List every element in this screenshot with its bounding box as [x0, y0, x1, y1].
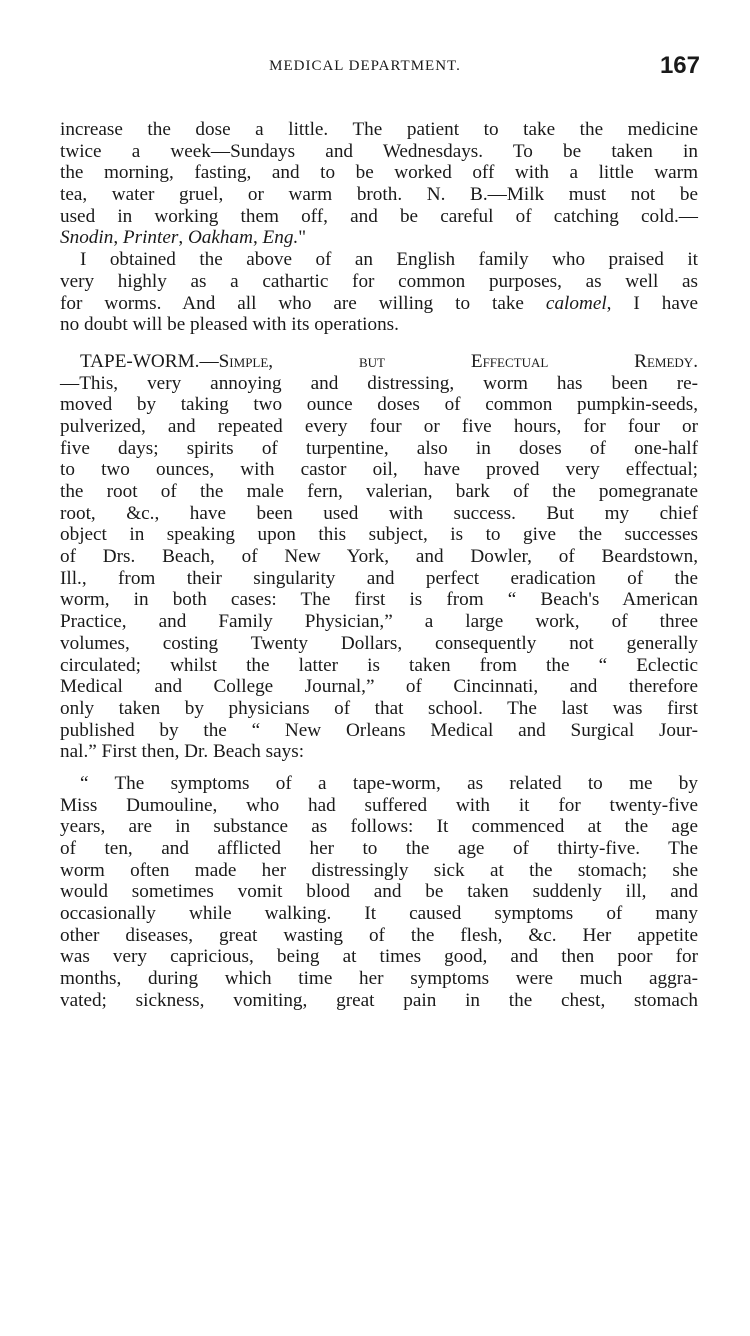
- text-line: the root of the male fern, valerian, bark of the pomegranate: [60, 481, 698, 502]
- page-body: [60, 119, 698, 1012]
- text-line: —This, very annoying and distressing, worm has been re-: [60, 372, 698, 394]
- text-segment: ,: [252, 227, 263, 249]
- text-segment: ,: [178, 227, 188, 249]
- text-line: would sometimes vomit blood and be taken suddenly ill, and: [60, 881, 698, 903]
- text-line: of Drs. Beach, of New York, and Dowler, of Beardstown,: [60, 546, 698, 568]
- text-line: Medical and College Journal,” of Cincinnati, and therefore: [60, 676, 698, 698]
- text-line: worm, in both cases: The first is from “ Beach's American: [60, 589, 698, 611]
- text-line: years, are in substance as follows: It commenced at the age: [60, 816, 698, 838]
- italic-text: Printer: [122, 227, 179, 249]
- page-number: 167: [659, 52, 700, 79]
- text-line: root, &c., have been used with success. But my chief: [60, 502, 698, 524]
- text-line: moved by taking two ounce doses of common pumpkin-seeds,: [60, 394, 698, 416]
- text-segment: ,: [113, 227, 123, 249]
- text-line: object in speaking upon this subject, is to give the successes: [60, 524, 698, 546]
- text-line: volumes, costing Twenty Dollars, consequently not generally: [60, 632, 698, 654]
- italic-text: Eng.: [262, 227, 299, 249]
- text-line: increase the dose a little. The patient to take the medicine: [60, 119, 698, 140]
- text-line: Ill., from their singularity and perfect eradication of the: [60, 567, 698, 589]
- text-line: months, during which time her symptoms were much aggra-: [60, 968, 698, 990]
- text-line: very highly as a cathartic for common purposes, as well as: [60, 270, 698, 292]
- paragraph-tape-worm-heading: [60, 351, 698, 763]
- text-line: vated; sickness, vomiting, great pain in the chest, stomach: [60, 989, 698, 1011]
- text-segment: ": [298, 227, 307, 249]
- text-segment: Simple, but Effectual Remedy.: [218, 350, 698, 372]
- text-line: [60, 351, 698, 373]
- text-segment: , I have: [606, 292, 698, 314]
- text-line: worm often made her distressingly sick at the stomach; she: [60, 859, 698, 881]
- text-line: occasionally while walking. It caused symptoms of many: [60, 903, 698, 925]
- text-segment: for worms. And all who are willing to take: [60, 292, 546, 314]
- page-header: [60, 52, 700, 82]
- text-line: used in working them off, and be careful of catching cold.—: [60, 205, 698, 227]
- paragraph-english-family: [60, 249, 698, 336]
- text-line: [60, 227, 698, 249]
- text-line: was very capricious, being at times good, and then poor for: [60, 946, 698, 968]
- text-line: the morning, fasting, and to be worked off with a little warm: [60, 162, 698, 184]
- text-line: twice a week—Sundays and Wednesdays. To be taken in: [60, 140, 698, 162]
- text-line: I obtained the above of an English family who praised it: [80, 249, 698, 271]
- text-line: [60, 293, 698, 315]
- text-line: published by the “ New Orleans Medical and Surgical Jour-: [60, 719, 698, 741]
- running-title: MEDICAL DEPARTMENT.: [269, 58, 461, 74]
- italic-text: Snodin: [60, 227, 114, 249]
- text-line: to two ounces, with castor oil, have proved very effectual;: [60, 459, 698, 481]
- text-line: circulated; whilst the latter is taken from the “ Eclectic: [60, 654, 698, 676]
- italic-text: Oakham: [187, 227, 253, 249]
- italic-text: calomel: [545, 292, 607, 314]
- paragraph-beach-quote: [60, 773, 698, 1012]
- text-line: pulverized, and repeated every four or five hours, for four or: [60, 415, 698, 437]
- text-line: five days; spirits of turpentine, also in doses of one-half: [60, 437, 698, 459]
- text-line: no doubt will be pleased with its operations.: [60, 314, 399, 336]
- text-line: tea, water gruel, or warm broth. N. B.—Milk must not be: [60, 184, 698, 206]
- paragraph-purge-recipe-end: [60, 119, 698, 249]
- text-segment: TAPE-WORM.—: [80, 350, 219, 372]
- text-line: only taken by physicians of that school. The last was first: [60, 697, 698, 719]
- text-line: of ten, and afflicted her to the age of thirty-five. The: [60, 838, 698, 859]
- text-line: nal.” First then, Dr. Beach says:: [60, 741, 305, 763]
- text-line: Miss Dumouline, who had suffered with it for twenty-five: [60, 794, 698, 816]
- text-line: other diseases, great wasting of the flesh, &c. Her appetite: [60, 924, 698, 946]
- text-line: “ The symptoms of a tape-worm, as related to me by: [80, 772, 698, 794]
- text-line: Practice, and Family Physician,” a large work, of three: [60, 611, 698, 633]
